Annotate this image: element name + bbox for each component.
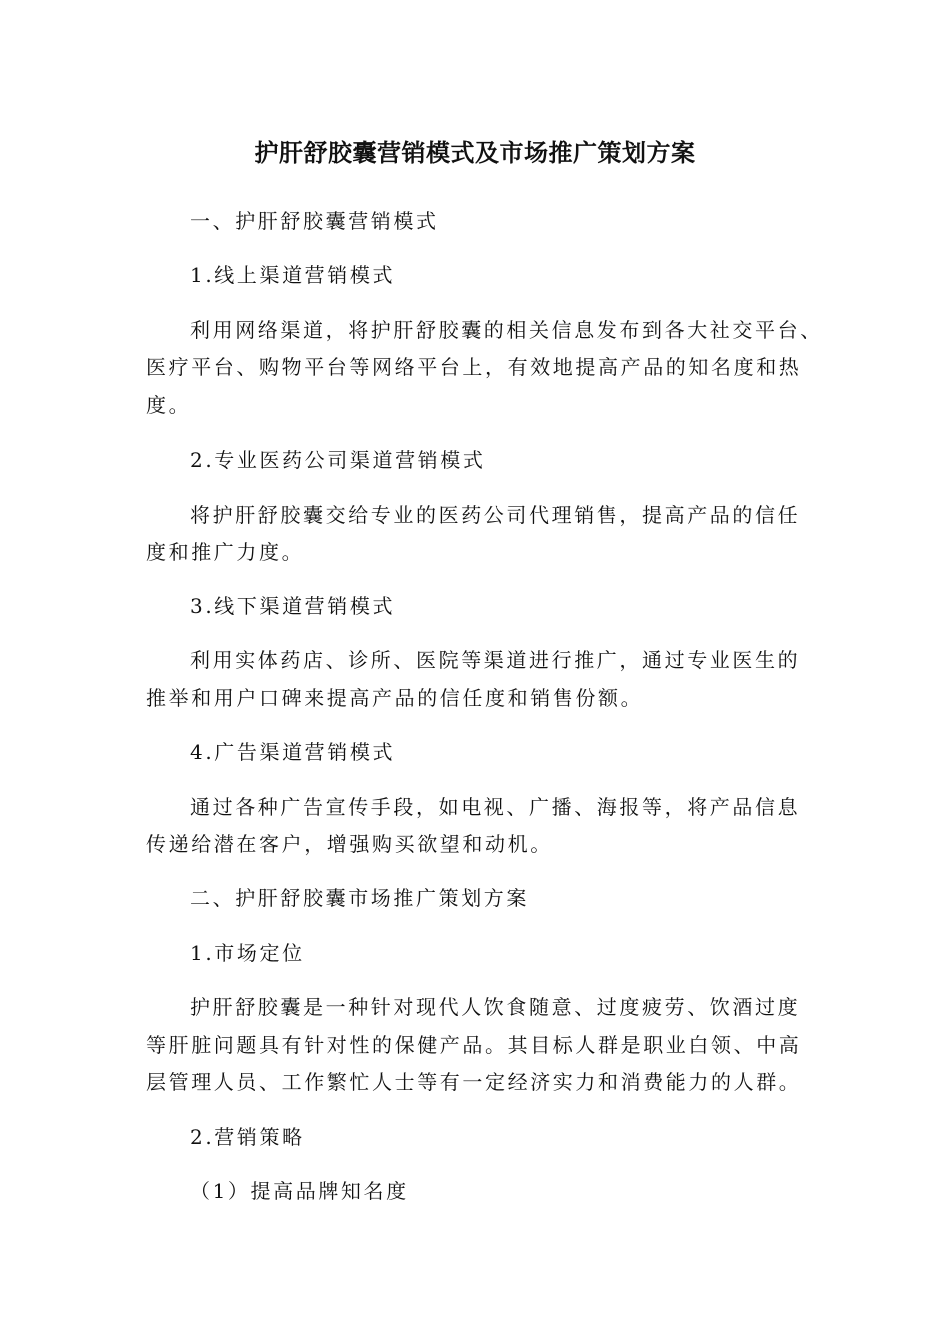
subsection-heading-2-2: 2.营销策略 xyxy=(190,1125,305,1149)
document-title: 护肝舒胶囊营销模式及市场推广策划方案 xyxy=(254,139,696,167)
paragraph-line: 度和推广力度。 xyxy=(146,540,305,564)
subsection-heading-1-4: 4.广告渠道营销模式 xyxy=(190,740,396,764)
subsection-heading-1-1: 1.线上渠道营销模式 xyxy=(190,263,396,287)
paragraph-line: 推举和用户口碑来提高产品的信任度和销售份额。 xyxy=(146,686,644,710)
paragraph-line: 层管理人员、工作繁忙人士等有一定经济实力和消费能力的人群。 xyxy=(146,1070,802,1094)
list-item-heading: （1）提高品牌知名度 xyxy=(190,1179,409,1203)
subsection-heading-2-1: 1.市场定位 xyxy=(190,941,305,965)
paragraph-line: 利用实体药店、诊所、医院等渠道进行推广，通过专业医生的 xyxy=(190,648,801,672)
paragraph-line: 医疗平台、购物平台等网络平台上，有效地提高产品的知名度和热 xyxy=(146,355,802,379)
paragraph-line: 通过各种广告宣传手段，如电视、广播、海报等，将产品信息 xyxy=(190,795,801,819)
paragraph-line: 等肝脏问题具有针对性的保健产品。其目标人群是职业白领、中高 xyxy=(146,1033,802,1057)
subsection-heading-1-2: 2.专业医药公司渠道营销模式 xyxy=(190,448,486,472)
section-heading-2: 二、护肝舒胶囊市场推广策划方案 xyxy=(190,886,529,910)
paragraph-line: 度。 xyxy=(146,393,192,417)
paragraph-line: 传递给潜在客户，增强购买欲望和动机。 xyxy=(146,832,553,856)
paragraph-line: 将护肝舒胶囊交给专业的医药公司代理销售，提高产品的信任 xyxy=(190,503,801,527)
paragraph-line: 护肝舒胶囊是一种针对现代人饮食随意、过度疲劳、饮酒过度 xyxy=(190,995,801,1019)
paragraph-line: 利用网络渠道，将护肝舒胶囊的相关信息发布到各大社交平台、 xyxy=(190,318,823,342)
subsection-heading-1-3: 3.线下渠道营销模式 xyxy=(190,594,396,618)
section-heading-1: 一、护肝舒胶囊营销模式 xyxy=(190,209,439,233)
